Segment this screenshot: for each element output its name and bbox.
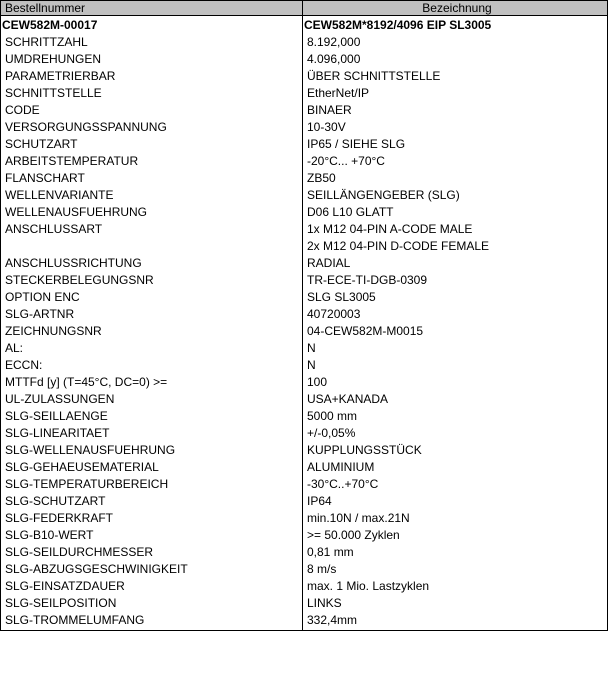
table-row [1,119,608,136]
spec-value: EtherNet/IP [307,86,370,100]
table-row [1,323,608,340]
spec-key: WELLENAUSFUEHRUNG [1,204,303,221]
spec-key: ECCN: [1,357,303,374]
table-row [1,34,608,51]
spec-value: 8.192,000 [307,35,361,49]
header-bezeichnung: Bezeichnung [303,1,608,16]
spec-key: PARAMETRIERBAR [1,68,303,85]
table-row [1,595,608,612]
spec-value: min.10N / max.21N [307,511,410,525]
spec-key: SLG-TROMMELUMFANG [1,612,303,631]
spec-key: VERSORGUNGSSPANNUNG [1,119,303,136]
table-row [1,510,608,527]
table-row [1,442,608,459]
table-row [1,357,608,374]
spec-key: SLG-WELLENAUSFUEHRUNG [1,442,303,459]
spec-value: 100 [307,375,328,389]
order-row [1,16,608,35]
spec-key: WELLENVARIANTE [1,187,303,204]
order-number: CEW582M-00017 [1,16,303,35]
spec-key: UMDREHUNGEN [1,51,303,68]
table-row [1,170,608,187]
spec-key: SLG-SEILLAENGE [1,408,303,425]
spec-value: KUPPLUNGSSTÜCK [307,443,422,457]
spec-key: SCHRITTZAHL [1,34,303,51]
table-row [1,459,608,476]
table-row [1,289,608,306]
spec-key: SLG-TEMPERATURBEREICH [1,476,303,493]
header-row [1,1,608,16]
spec-value: LINKS [307,596,342,610]
spec-key: ANSCHLUSSART [1,221,303,238]
table-row [1,425,608,442]
spec-value: ZB50 [307,171,336,185]
table-row [1,578,608,595]
table-row [1,136,608,153]
spec-value: 5000 mm [307,409,358,423]
spec-key: ZEICHNUNGSNR [1,323,303,340]
spec-value: 10-30V [307,120,346,134]
spec-key: SLG-FEDERKRAFT [1,510,303,527]
table-row [1,272,608,289]
spec-key [1,238,303,255]
spec-key: OPTION ENC [1,289,303,306]
table-row [1,340,608,357]
spec-value: RADIAL [307,256,351,270]
spec-key: SLG-ABZUGSGESCHWINIGKEIT [1,561,303,578]
spec-key: SLG-EINSATZDAUER [1,578,303,595]
spec-value: 8 m/s [307,562,337,576]
spec-value: BINAER [307,103,352,117]
spec-value: -20°C... +70°C [307,154,385,168]
spec-key: ANSCHLUSSRICHTUNG [1,255,303,272]
spec-key: ARBEITSTEMPERATUR [1,153,303,170]
table-row [1,238,608,255]
table-row [1,153,608,170]
table-row [1,561,608,578]
table-row [1,408,608,425]
spec-value: 1x M12 04-PIN A-CODE MALE [307,222,473,236]
table-row [1,204,608,221]
spec-key: UL-ZULASSUNGEN [1,391,303,408]
spec-value: IP65 / SIEHE SLG [307,137,406,151]
spec-value: N [307,341,316,355]
table-row [1,612,608,631]
spec-value: -30°C..+70°C [307,477,379,491]
spec-value: USA+KANADA [307,392,389,406]
table-row [1,255,608,272]
spec-key: STECKERBELEGUNGSNR [1,272,303,289]
spec-value: 04-CEW582M-M0015 [307,324,424,338]
spec-value: 332,4mm [307,613,358,627]
spec-value: 40720003 [307,307,361,321]
spec-key: SLG-ARTNR [1,306,303,323]
table-row [1,476,608,493]
spec-value: IP64 [307,494,332,508]
table-row [1,306,608,323]
table-row [1,493,608,510]
table-row [1,187,608,204]
spec-key: SCHNITTSTELLE [1,85,303,102]
header-bestellnummer: Bestellnummer [1,1,303,16]
spec-value: TR-ECE-TI-DGB-0309 [307,273,428,287]
spec-key: SLG-GEHAEUSEMATERIAL [1,459,303,476]
spec-value: SLG SL3005 [307,290,376,304]
table-row [1,374,608,391]
order-description: CEW582M*8192/4096 EIP SL3005 [304,18,492,32]
spec-value: ÜBER SCHNITTSTELLE [307,69,441,83]
spec-key: SLG-SCHUTZART [1,493,303,510]
spec-key: CODE [1,102,303,119]
spec-value: ALUMINIUM [307,460,375,474]
table-row [1,391,608,408]
table-row [1,544,608,561]
spec-key: SLG-SEILDURCHMESSER [1,544,303,561]
spec-value: 0,81 mm [307,545,354,559]
spec-key: SLG-LINEARITAET [1,425,303,442]
spec-key: SCHUTZART [1,136,303,153]
spec-value: >= 50.000 Zyklen [307,528,400,542]
table-row [1,527,608,544]
spec-value: D06 L10 GLATT [307,205,394,219]
table-row [1,102,608,119]
spec-key: AL: [1,340,303,357]
table-row [1,68,608,85]
table-row [1,85,608,102]
spec-value: N [307,358,316,372]
spec-value: 2x M12 04-PIN D-CODE FEMALE [307,239,490,253]
table-row [1,221,608,238]
spec-key: SLG-B10-WERT [1,527,303,544]
spec-value: max. 1 Mio. Lastzyklen [307,579,430,593]
spec-value: +/-0,05% [307,426,356,440]
spec-value: SEILLÄNGENGEBER (SLG) [307,188,460,202]
spec-key: MTTFd [y] (T=45°C, DC=0) >= [1,374,303,391]
spec-key: FLANSCHART [1,170,303,187]
spec-value: 4.096,000 [307,52,361,66]
table-row [1,51,608,68]
spec-key: SLG-SEILPOSITION [1,595,303,612]
